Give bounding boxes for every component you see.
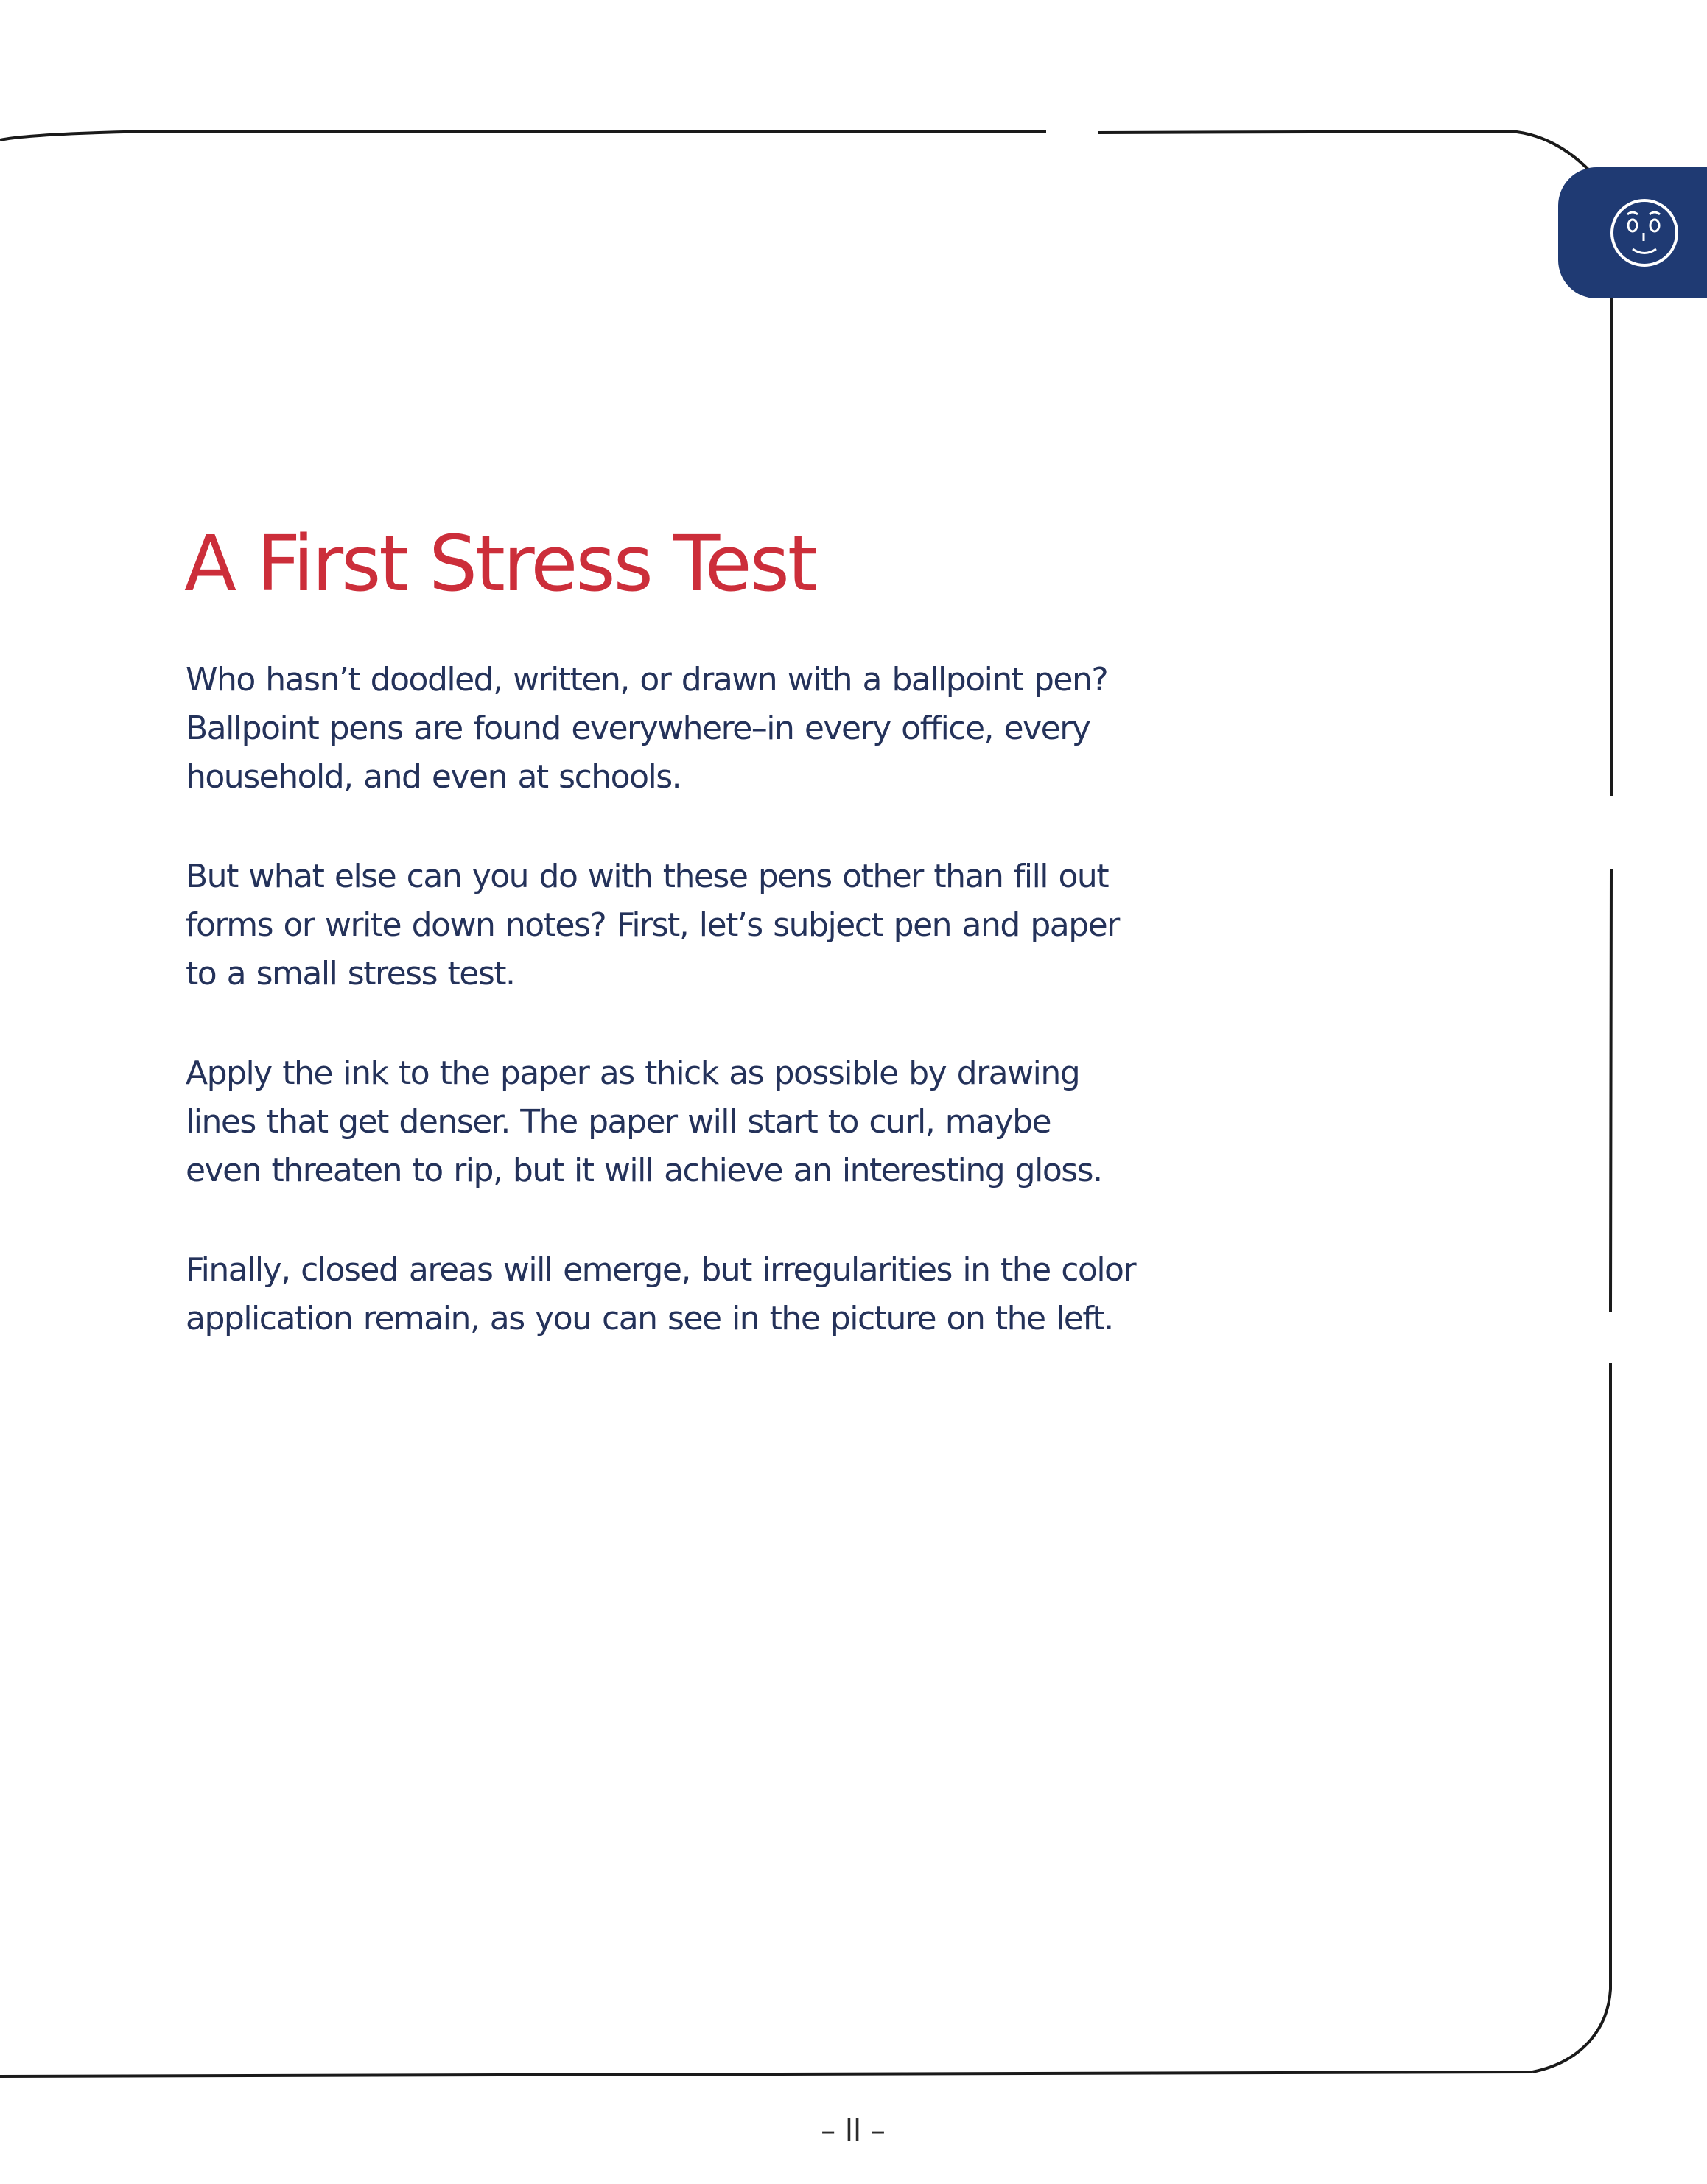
- paragraph-line: Ballpoint pens are found everywhere–in every office, every: [186, 710, 1090, 747]
- frame-top-right-border: [1098, 131, 1599, 181]
- paragraph-line: even threaten to rip, but it will achieve an interesting gloss.: [186, 1152, 1102, 1189]
- paragraph-3: [186, 1049, 1102, 1195]
- paragraph-line: to a small stress test.: [186, 955, 515, 993]
- paragraph-line: Apply the ink to the paper as thick as possible by drawing: [186, 1054, 1080, 1092]
- page-number: – ll –: [821, 2114, 886, 2148]
- paragraph-line: application remain, as you can see in the picture on the left.: [186, 1300, 1113, 1337]
- frame-right-border: [1532, 295, 1612, 2072]
- paragraph-line: forms or write down notes? First, let’s subject pen and paper: [186, 906, 1119, 944]
- paragraph-line: household, and even at schools.: [186, 758, 681, 796]
- paragraph-1: [186, 656, 1107, 802]
- frame-top-border: [0, 131, 1046, 140]
- paragraph-line: But what else can you do with these pens other than fill out: [186, 858, 1109, 895]
- smiley-face-icon: [1606, 195, 1683, 271]
- page-title: A First Stress Test: [184, 519, 816, 609]
- paragraph-line: Who hasn’t doodled, written, or drawn with a ballpoint pen?: [186, 661, 1108, 699]
- paragraph-line: Finally, closed areas will emerge, but irregularities in the color: [186, 1251, 1136, 1289]
- paragraph-4: [186, 1246, 1135, 1343]
- paragraph-2: [186, 853, 1119, 998]
- paragraph-line: lines that get denser. The paper will start to curl, maybe: [186, 1103, 1051, 1141]
- smiley-tab: [1558, 167, 1707, 298]
- frame-bottom-border: [0, 2072, 1532, 2076]
